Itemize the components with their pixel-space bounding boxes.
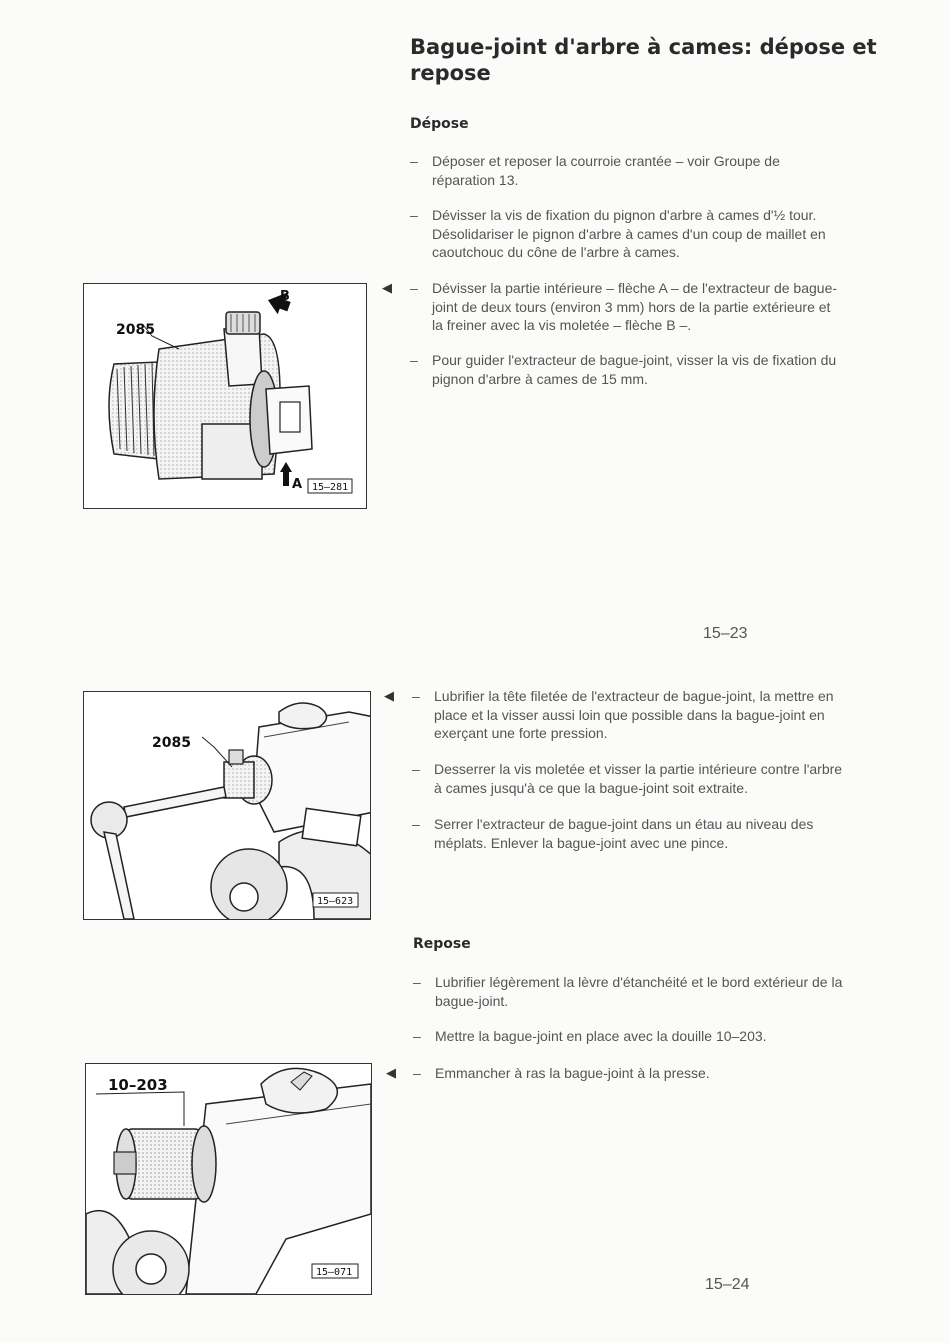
- figure-ref: 15–281: [312, 482, 349, 493]
- tool-label: 2085: [116, 322, 155, 338]
- sleeve-press-illustration: [86, 1064, 371, 1294]
- step-depose-2: [410, 206, 835, 262]
- step-dash: –: [410, 280, 418, 296]
- step-text: Emmancher à ras la bague-joint à la presse.: [435, 1065, 710, 1081]
- figure-ref: 15–623: [317, 896, 354, 907]
- step-depose-4: [410, 351, 845, 388]
- figure-extractor-2085: [83, 283, 367, 509]
- figure-pointer-arrow: ◀: [386, 1065, 396, 1080]
- step-text: Pour guider l'extracteur de bague-joint, visser la vis de fixation du pignon d'arbre à cames de 15 mm.: [432, 352, 837, 387]
- step-depose-6: [412, 760, 852, 797]
- section-heading-repose: Repose: [413, 936, 471, 952]
- step-depose-5: [412, 687, 852, 743]
- step-text: Dévisser la vis de fixation du pignon d'arbre à cames d'½ tour. Désolidariser le pignon d'arbre à cames d'un coup de maillet en caoutchouc du cône de l'arbre à cames.: [432, 207, 826, 260]
- step-dash: –: [410, 352, 418, 368]
- tool-label: 2085: [152, 735, 191, 751]
- step-dash: –: [413, 974, 421, 990]
- step-text: Serrer l'extracteur de bague-joint dans un étau au niveau des méplats. Enlever la bague-joint avec une pince.: [434, 816, 814, 851]
- extractor-illustration: [84, 284, 366, 508]
- step-dash: –: [412, 816, 420, 832]
- step-text: Lubrifier légèrement la lèvre d'étanchéité et le bord extérieur de la bague-joint.: [435, 974, 843, 1009]
- step-depose-7: [412, 815, 867, 852]
- figure-pointer-arrow: ◀: [382, 280, 392, 295]
- step-repose-1: [413, 973, 868, 1010]
- step-dash: –: [410, 207, 418, 223]
- page-number: 15–23: [703, 625, 748, 642]
- step-text: Lubrifier la tête filetée de l'extracteur de bague-joint, la mettre en place et la visser aussi loin que possible dans la bague-joint en exerçant une forte pression.: [434, 688, 834, 741]
- step-depose-1: [410, 152, 835, 189]
- step-dash: –: [413, 1065, 421, 1081]
- figure-sleeve-10-203: [85, 1063, 372, 1295]
- arrow-a-label: A: [292, 477, 303, 492]
- step-text: Mettre la bague-joint en place avec la douille 10–203.: [435, 1028, 767, 1044]
- step-dash: –: [410, 153, 418, 169]
- step-depose-3: [410, 279, 845, 335]
- mounted-extractor-illustration: [84, 692, 370, 919]
- figure-extractor-mounted: [83, 691, 371, 920]
- step-repose-3: [413, 1064, 853, 1083]
- step-text: Desserrer la vis moletée et visser la partie intérieure contre l'arbre à cames jusqu'à ce que la bague-joint soit extraite.: [434, 761, 843, 796]
- step-text: Dévisser la partie intérieure – flèche A – de l'extracteur de bague-joint de deux tours (environ 3 mm) hors de la partie extérieure et la freiner avec la vis moletée – flèche B –.: [432, 280, 838, 333]
- step-dash: –: [412, 761, 420, 777]
- tool-label: 10–203: [108, 1076, 168, 1094]
- page-number: 15–24: [705, 1276, 750, 1293]
- figure-ref: 15–071: [316, 1267, 353, 1278]
- section-heading-depose: Dépose: [410, 116, 469, 132]
- arrow-b-label: B: [280, 289, 290, 304]
- step-text: Déposer et reposer la courroie crantée – voir Groupe de réparation 13.: [432, 153, 780, 188]
- step-repose-2: [413, 1027, 853, 1046]
- step-dash: –: [413, 1028, 421, 1044]
- figure-pointer-arrow: ◀: [384, 688, 394, 703]
- step-dash: –: [412, 688, 420, 704]
- page-title: Bague-joint d'arbre à cames: dépose et repose: [410, 35, 877, 85]
